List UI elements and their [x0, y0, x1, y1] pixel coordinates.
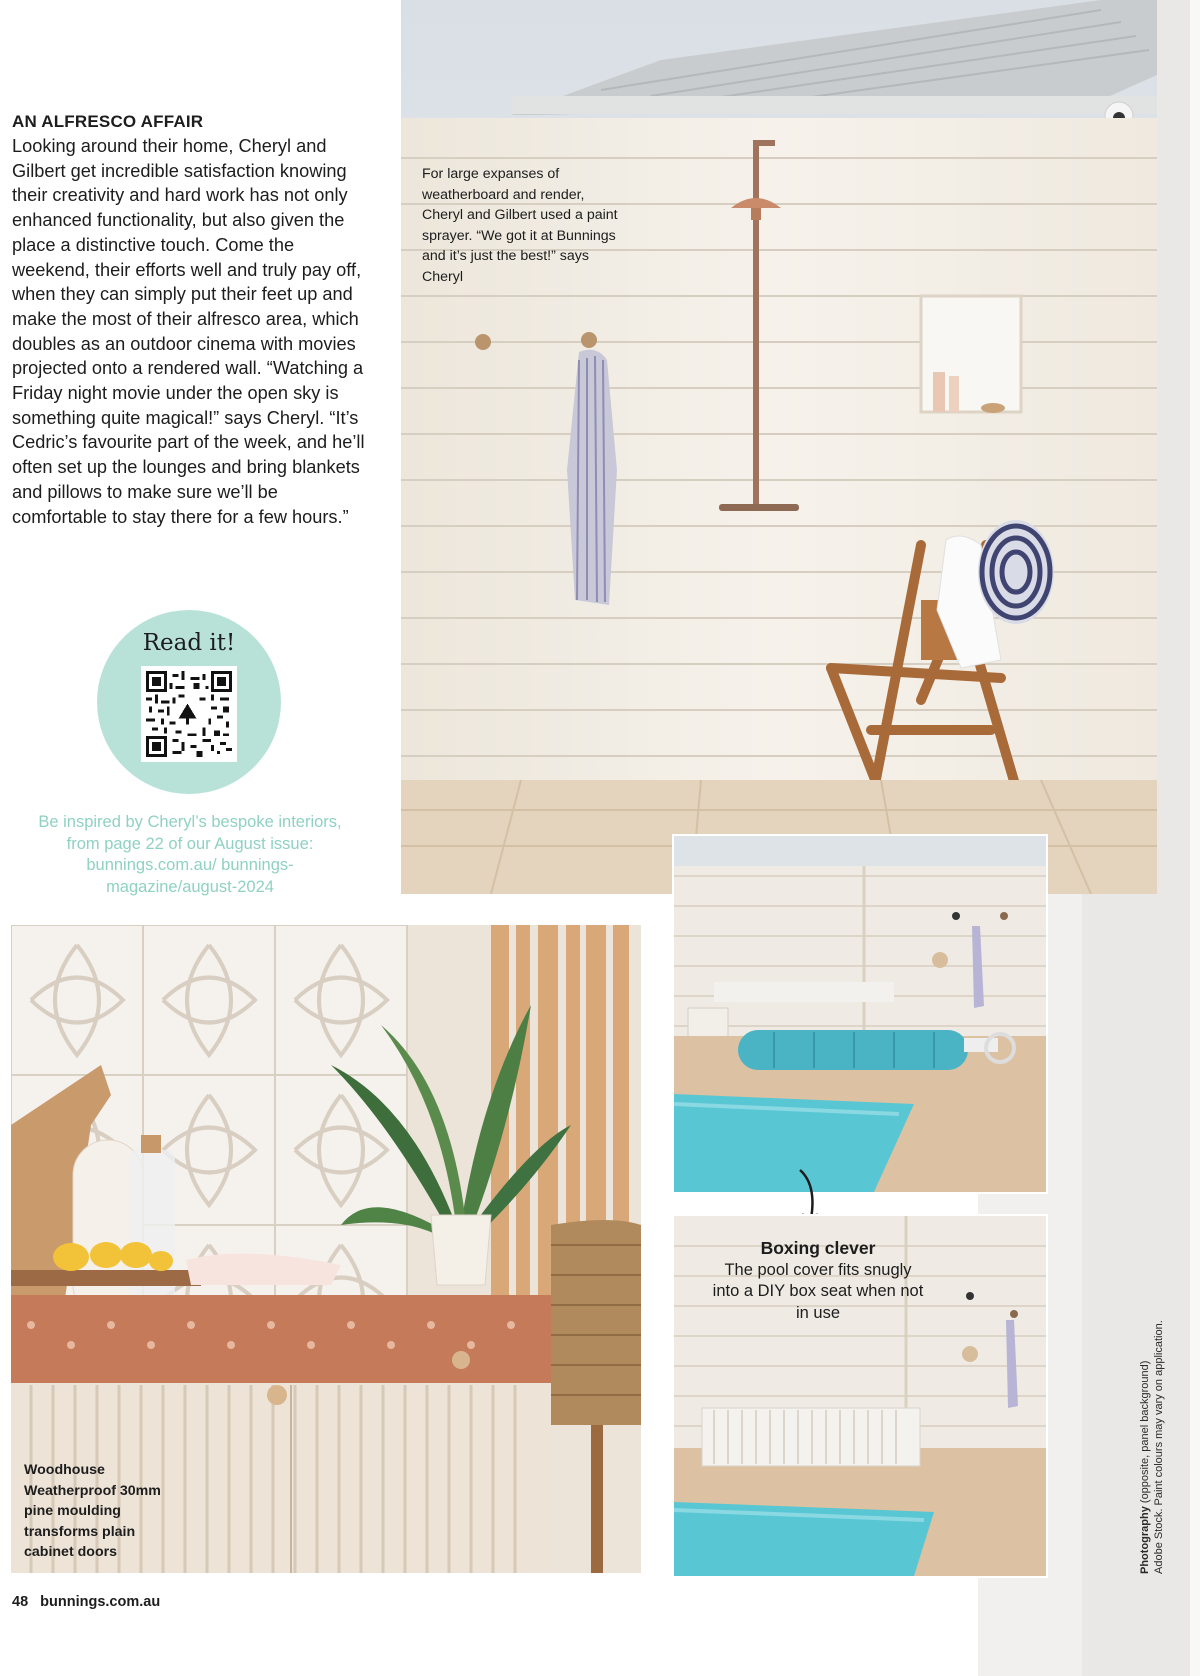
- shower-caption: For large expanses of weatherboard and render, Cheryl and Gilbert used a paint sprayer. “We got it at Bunnings and it’s just the best!” says Cheryl: [422, 166, 618, 285]
- photography-credit: [1138, 1320, 1166, 1574]
- boxing-clever-text: The pool cover fits snugly into a DIY box seat when not in use: [712, 1260, 924, 1322]
- article-body: Looking around their home, Cheryl and Gilbert get incredible satisfaction knowing their creativity and hard work has not only enhanced functionality, but also given the place a distinctive touch. Come the weekend, their efforts well and truly pay off, when they can simply put their feet up and make the most of their alfresco area, which doubles as an outdoor cinema with movies projected onto a rendered wall. “Watching a Friday night movie under the open sky is something quite magical!” says Cheryl. “It’s Cedric’s favourite part of the week, and he’ll often set up the lounges and bring blankets and pillows to make sure we’ll be comfortable to stay there for a few hours.”: [12, 136, 365, 527]
- boxing-clever-caption: [712, 1238, 924, 1324]
- page-footer: [12, 1594, 160, 1610]
- woodhouse-caption: Woodhouse Weatherproof 30mm pine moulding transforms plain cabinet doors: [24, 1462, 161, 1560]
- credit-text: (opposite, panel background): [1139, 1360, 1151, 1507]
- page-edge: [1190, 0, 1200, 1676]
- outdoor-shower-photo: [401, 0, 1157, 894]
- footer-site: bunnings.com.au: [40, 1594, 161, 1610]
- read-it-text: Be inspired by Cheryl’s bespoke interiors, from page 22 of our August issue: bunnings.com.au/ bunnings-magazine/august-2024: [38, 813, 342, 896]
- article-heading: AN ALFRESCO AFFAIR: [12, 112, 204, 131]
- pool-cover-roller-photo: [672, 834, 1048, 1194]
- boxing-clever-title: Boxing clever: [760, 1238, 876, 1258]
- page-number: 48: [12, 1594, 29, 1610]
- credit-label: Photography: [1139, 1506, 1151, 1574]
- credit-note: Adobe Stock. Paint colours may vary on application.: [1153, 1320, 1165, 1574]
- read-it-title: Read it!: [142, 630, 236, 656]
- qr-code-icon[interactable]: [146, 671, 232, 757]
